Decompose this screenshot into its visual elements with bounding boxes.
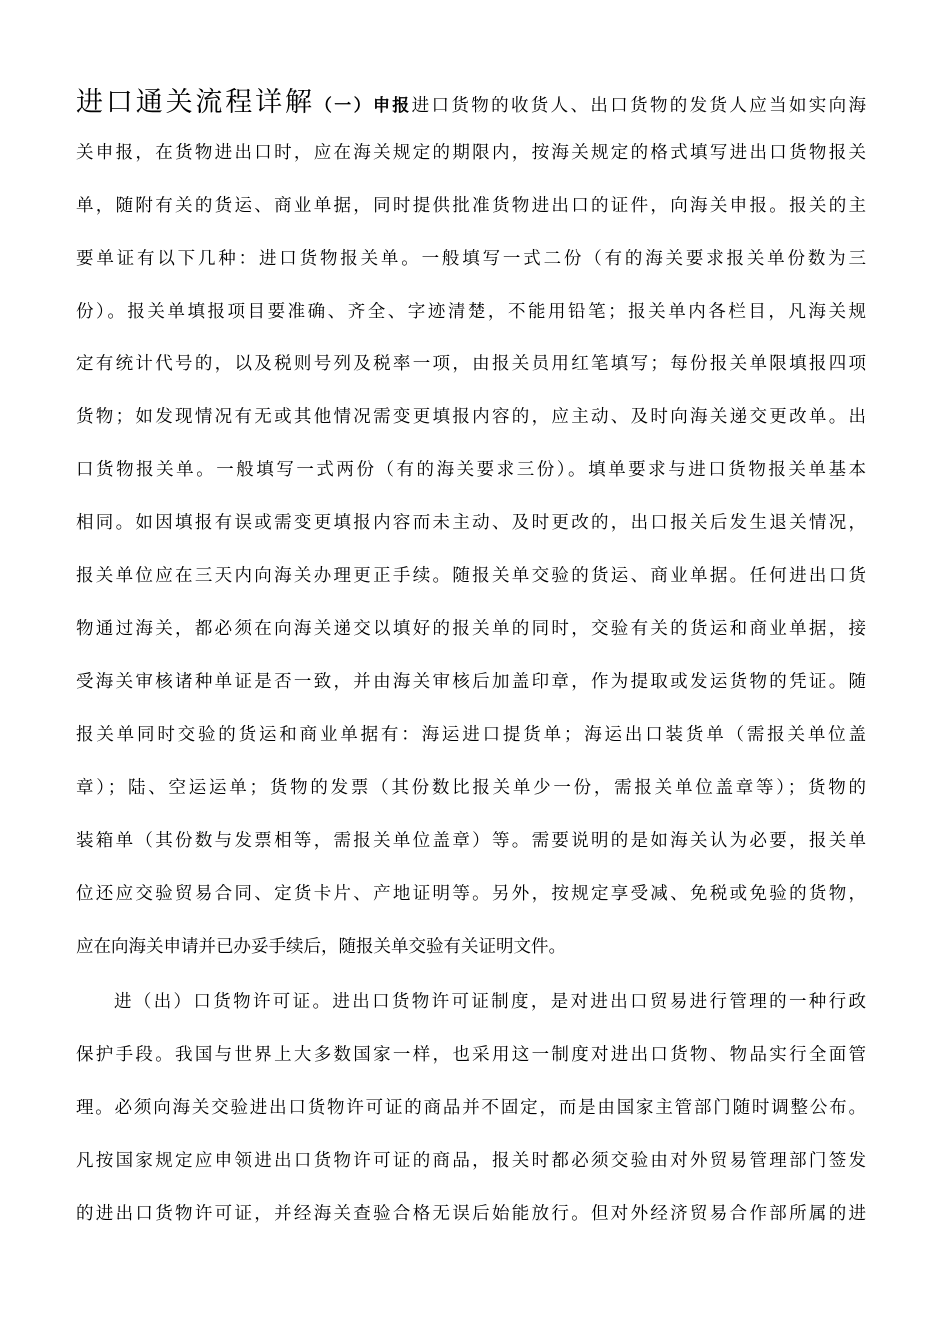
paragraph-line: 报关单位应在三天内向海关办理更正手续。随报关单交验的货运、商业单据。任何进出口货	[76, 566, 866, 586]
paragraph-line: 货物；如发现情况有无或其他情况需变更填报内容的，应主动、及时向海关递交更改单。出	[76, 407, 866, 427]
paragraph-line: 章）；陆、空运运单；货物的发票（其份数比报关单少一份，需报关单位盖章等）；货物的	[76, 778, 866, 798]
paragraph-line: 位还应交验贸易合同、定货卡片、产地证明等。另外，按规定享受减、免税或免验的货物，	[76, 884, 866, 904]
paragraph-line: 单，随附有关的货运、商业单据，同时提供批准货物进出口的证件，向海关申报。报关的主	[76, 196, 866, 216]
paragraph-line: 进（出）口货物许可证。进出口货物许可证制度，是对进出口贸易进行管理的一种行政	[114, 992, 866, 1012]
paragraph-line: 应在向海关申请并已办妥手续后，随报关单交验有关证明文件。	[76, 937, 566, 957]
paragraph-line: 份）。报关单填报项目要准确、齐全、字迹清楚，不能用铅笔；报关单内各栏目，凡海关规	[76, 302, 866, 322]
paragraph-line: 装箱单（其份数与发票相等，需报关单位盖章）等。需要说明的是如海关认为必要，报关单	[76, 831, 866, 851]
title-line	[76, 86, 866, 120]
paragraph-line: 相同。如因填报有误或需变更填报内容而未主动、及时更改的，出口报关后发生退关情况，	[76, 513, 866, 533]
paragraph-line: 要单证有以下几种：进口货物报关单。一般填写一式二份（有的海关要求报关单份数为三	[76, 249, 866, 269]
paragraph-line: 报关单同时交验的货运和商业单据有：海运进口提货单；海运出口装货单（需报关单位盖	[76, 725, 866, 745]
paragraph-line: 定有统计代号的，以及税则号列及税率一项，由报关员用红笔填写；每份报关单限填报四项	[76, 354, 866, 374]
paragraph-line: 受海关审核诸种单证是否一致，并由海关审核后加盖印章，作为提取或发运货物的凭证。随	[76, 672, 866, 692]
paragraph-line: 物通过海关，都必须在向海关递交以填好的报关单的同时，交验有关的货运和商业单据，接	[76, 619, 866, 639]
paragraph-line: 口货物报关单。一般填写一式两份（有的海关要求三份）。填单要求与进口货物报关单基本	[76, 460, 866, 480]
paragraph-line: 保护手段。我国与世界上大多数国家一样，也采用这一制度对进出口货物、物品实行全面管	[76, 1045, 866, 1065]
section-number: （一）	[314, 96, 373, 116]
paragraph-line: 关申报，在货物进出口时，应在海关规定的期限内，按海关规定的格式填写进出口货物报关	[76, 143, 866, 163]
paragraph-line: 理。必须向海关交验进出口货物许可证的商品并不固定，而是由国家主管部门随时调整公布。	[76, 1098, 866, 1118]
section-label: 申报	[372, 96, 412, 116]
paragraph-line: 的进出口货物许可证，并经海关查验合格无误后始能放行。但对外经济贸易合作部所属的进	[76, 1204, 866, 1224]
paragraph-line: 进口货物的收货人、出口货物的发货人应当如实向海	[411, 96, 866, 116]
paragraph-line: 凡按国家规定应申领进出口货物许可证的商品，报关时都必须交验由对外贸易管理部门签发	[76, 1151, 866, 1171]
document-title: 进口通关流程详解	[76, 87, 315, 118]
